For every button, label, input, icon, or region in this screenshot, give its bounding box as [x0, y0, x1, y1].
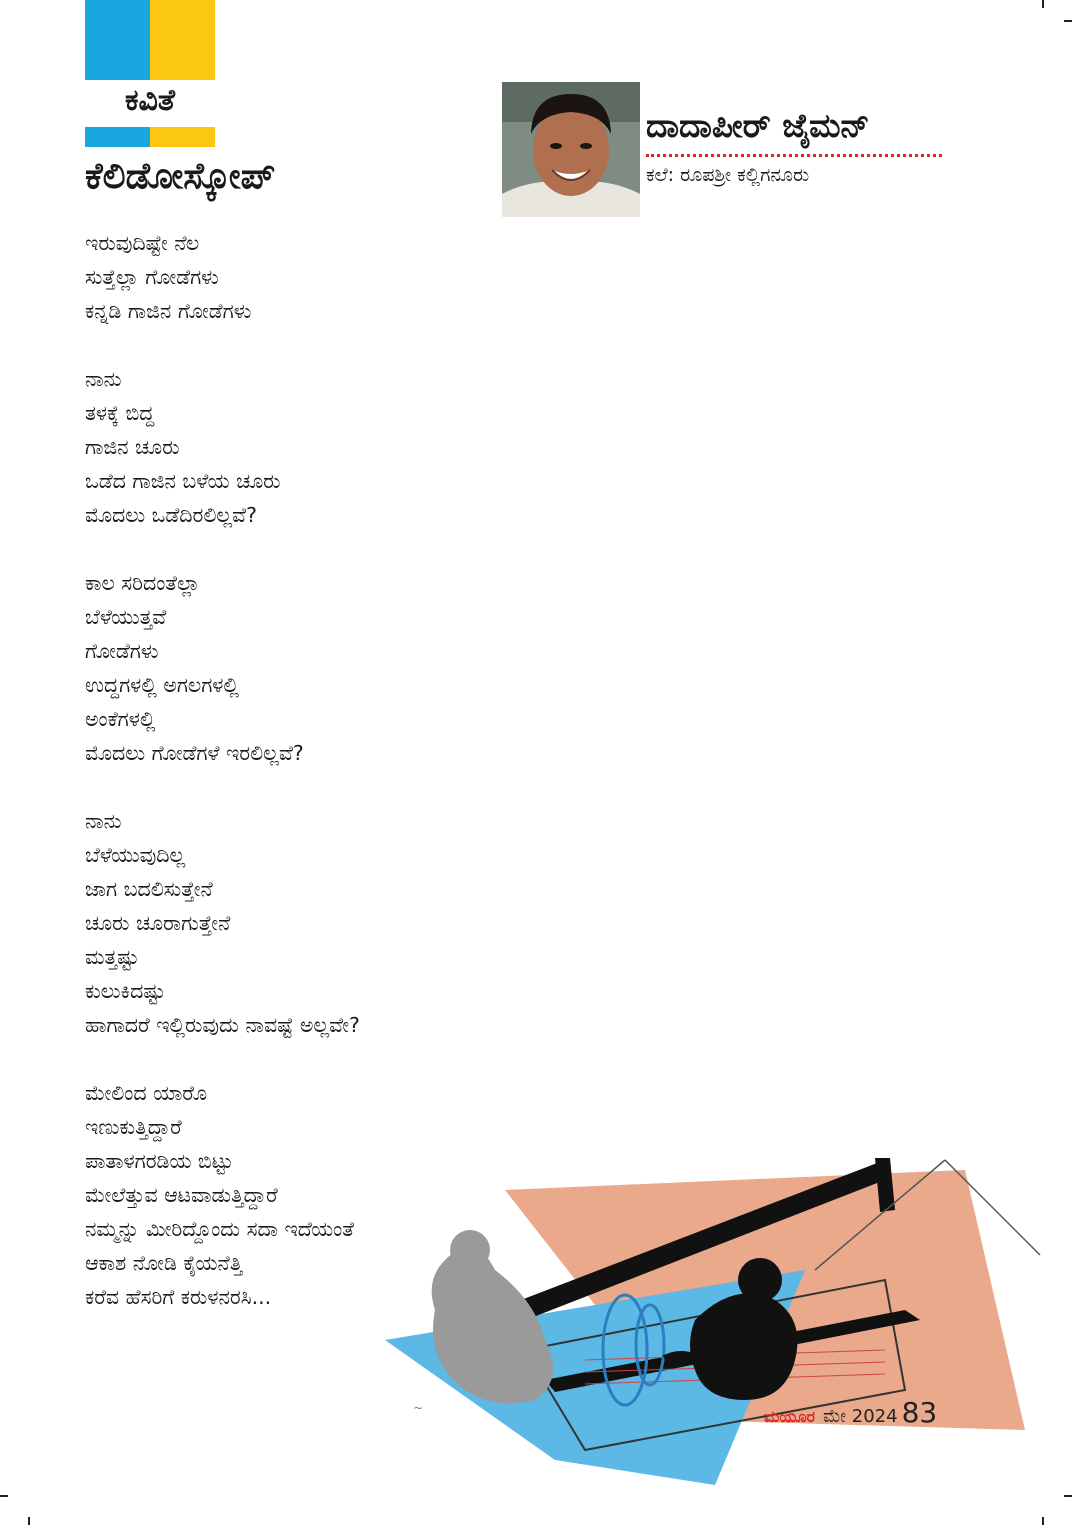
- crop-mark: [1064, 1495, 1072, 1497]
- stanza: [85, 804, 485, 1042]
- poem-line: ಬೆಳೆಯುತ್ತವೆ: [85, 605, 167, 629]
- yellow-block: [150, 0, 215, 80]
- poem-line: ಮೊದಲು ಒಡೆದಿರಲಿಲ್ಲವೆ?: [85, 503, 258, 527]
- issue-date: ಮೇ 2024: [823, 1406, 898, 1427]
- illustration: [385, 1150, 1045, 1495]
- poem-line: ಕರೆವ ಹೆಸರಿಗೆ ಕರುಳನರಸಿ...: [85, 1285, 272, 1309]
- page-footer: [764, 1392, 937, 1428]
- poem-line: ಮೊದಲು ಗೋಡೆಗಳೆ ಇರಲಿಲ್ಲವೆ?: [85, 741, 304, 765]
- poem-line: ಸುತ್ತೆಲ್ಲಾ ಗೋಡೆಗಳು: [85, 265, 219, 289]
- color-bar: [85, 127, 215, 147]
- poem-line: ಕಾಲ ಸರಿದಂತೆಲ್ಲಾ: [85, 571, 200, 595]
- poem-line: ಇಣುಕುತ್ತಿದ್ದಾರೆ: [85, 1115, 182, 1139]
- crop-mark: [1064, 20, 1072, 22]
- poem-line: ಅಂಕೆಗಳಲ್ಲಿ: [85, 707, 156, 731]
- art-credit: ಕಲೆ: ರೂಪಶ್ರೀ ಕಲ್ಲಿಗನೂರು: [646, 164, 810, 186]
- author-portrait-illustration: [502, 82, 640, 217]
- poem-line: ಆಕಾಶ ನೋಡಿ ಕೈಯನೆತ್ತಿ: [85, 1251, 243, 1275]
- dotted-divider: [646, 154, 942, 157]
- blue-bar: [85, 127, 150, 147]
- poem-line: ಗಾಜಿನ ಚೂರು: [85, 435, 180, 459]
- author-name: ದಾದಾಪೀರ್ ಜೈಮನ್: [646, 106, 870, 145]
- poem-line: ಗೋಡೆಗಳು: [85, 639, 159, 663]
- poem-line: ಒಡೆದ ಗಾಜಿನ ಬಳೆಯ ಚೂರು: [85, 469, 281, 493]
- poem-line: ಕನ್ನಡಿ ಗಾಜಿನ ಗೋಡೆಗಳು: [85, 299, 252, 323]
- poem-line: ತಳಕ್ಕೆ ಬಿದ್ದ: [85, 401, 155, 425]
- kaleidoscope-illustration: [385, 1150, 1045, 1495]
- svg-text:~: ~: [413, 1401, 424, 1415]
- poem-line: ಇರುವುದಿಷ್ಟೇ ನೆಲ: [85, 231, 200, 255]
- crop-mark: [1042, 0, 1044, 8]
- poem-line: ಜಾಗ ಬದಲಿಸುತ್ತೇನೆ: [85, 877, 213, 901]
- magazine-brand: ಮಯೂರ: [764, 1407, 816, 1426]
- stanza: [85, 566, 485, 770]
- poem-line: ಕುಲುಕಿದಷ್ಟು: [85, 979, 166, 1003]
- stanza: [85, 362, 485, 532]
- poem-title: ಕೆಲಿಡೋಸ್ಕೋಪ್: [85, 156, 276, 197]
- blue-block: [85, 0, 150, 80]
- crop-mark: [1042, 1517, 1044, 1525]
- poem-line: ನಮ್ಮನ್ನು ಮೀರಿದ್ದೊಂದು ಸದಾ ಇದೆಯಂತೆ: [85, 1217, 354, 1241]
- poem-line: ಉದ್ದಗಳಲ್ಲಿ ಅಗಲಗಳಲ್ಲಿ: [85, 673, 239, 697]
- yellow-bar: [150, 127, 215, 147]
- poem-line: ಚೂರು ಚೂರಾಗುತ್ತೇನೆ: [85, 911, 231, 935]
- poem-line: ಮೇಲೆತ್ತುವ ಆಟವಾಡುತ್ತಿದ್ದಾರೆ: [85, 1183, 278, 1207]
- color-block-top: [85, 0, 215, 80]
- poem-line: ಹಾಗಾದರೆ ಇಲ್ಲಿರುವುದು ನಾವಷ್ಟೆ ಅಲ್ಲವೇ?: [85, 1013, 360, 1037]
- poem-line: ಬೆಳೆಯುವುದಿಲ್ಲ: [85, 843, 186, 867]
- poem-line: ಮತ್ತಷ್ಟು: [85, 945, 140, 969]
- page-number: 83: [901, 1396, 938, 1429]
- author-photo: [502, 82, 640, 217]
- poem-line: ನಾನು: [85, 809, 122, 833]
- stanza: [85, 226, 485, 328]
- poem-line: ನಾನು: [85, 367, 122, 391]
- section-label: ಕವಿತೆ: [125, 83, 175, 118]
- poem-line: ಪಾತಾಳಗರಡಿಯ ಬಿಟ್ಟು: [85, 1149, 234, 1173]
- crop-mark: [0, 1495, 8, 1497]
- crop-mark: [28, 1517, 30, 1525]
- poem-line: ಮೇಲಿಂದ ಯಾರೊ: [85, 1081, 208, 1105]
